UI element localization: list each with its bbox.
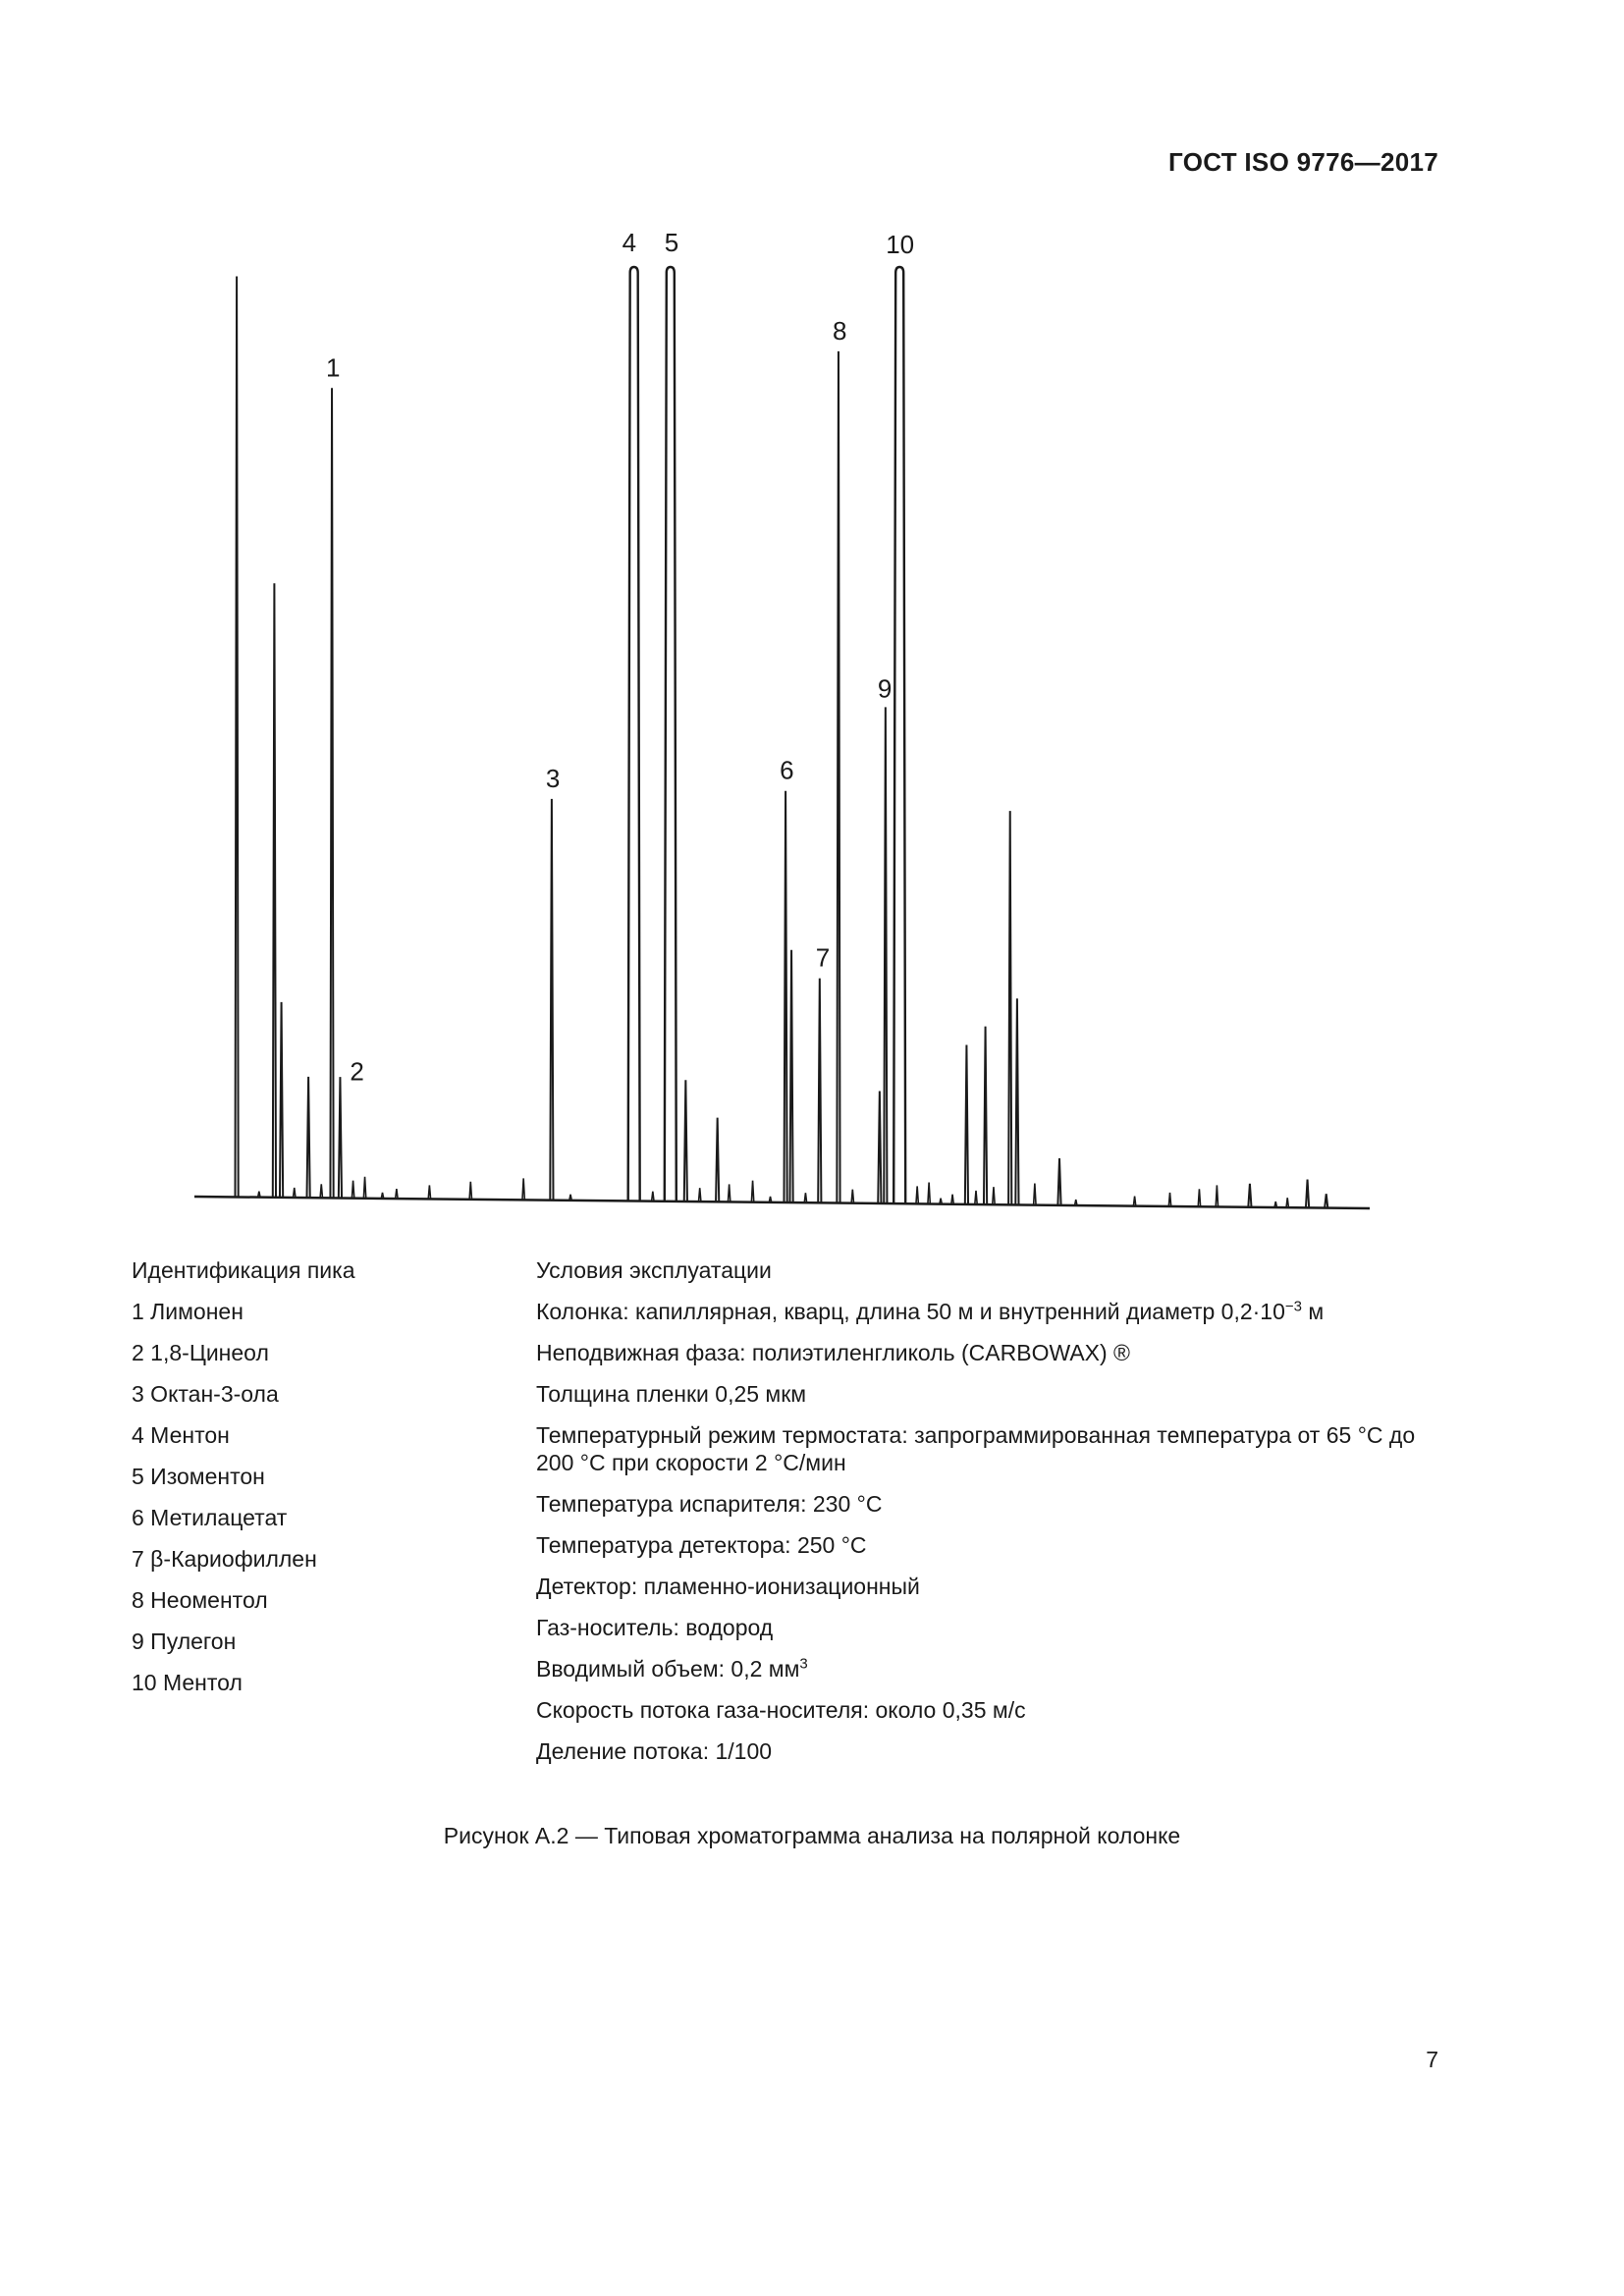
peak: [684, 1080, 687, 1201]
peak-label-6: 6: [780, 755, 794, 785]
peak: [1057, 1158, 1060, 1205]
baseline-noise-mark: [951, 1195, 953, 1204]
stationary-phase: Неподвижная фаза: полиэтиленгликоль (CARBOWAX) ®: [536, 1340, 1130, 1365]
peak-id-item: 6 Метилацетат: [132, 1505, 288, 1530]
baseline-noise-mark: [320, 1184, 322, 1198]
peak-id-item: 3 Октан-3-ола: [132, 1381, 279, 1407]
peak-5: [665, 267, 677, 1201]
baseline-noise-mark: [1286, 1198, 1288, 1207]
baseline-noise-mark: [851, 1190, 853, 1203]
carrier-gas: Газ-носитель: водород: [536, 1615, 774, 1640]
peak: [789, 950, 792, 1202]
baseline-noise-mark: [916, 1186, 918, 1203]
baseline-noise-mark: [352, 1181, 353, 1199]
split-ratio: Деление потока: 1/100: [536, 1738, 773, 1764]
detector-temperature: Температура детектора: 250 °С: [536, 1532, 867, 1558]
column-spec: [536, 1298, 1439, 1325]
peak-3: [550, 799, 553, 1201]
film-thickness: Толщина пленки 0,25 мкм: [536, 1381, 807, 1407]
chromatogram-baseline: [194, 1197, 1370, 1208]
column-spec-text: Колонка: капиллярная, кварц, длина 50 м и внутренний диаметр 0,2·10: [536, 1299, 1285, 1324]
figure-caption: Рисунок А.2 — Типовая хроматограмма анализа на полярной колонке: [443, 1823, 1181, 1848]
baseline-noise-mark: [804, 1193, 806, 1202]
peak: [307, 1077, 310, 1198]
column-spec-exponent: −3: [1284, 1298, 1302, 1315]
peak-label-10: 10: [886, 230, 915, 259]
peak-label-3: 3: [545, 763, 561, 793]
injection-volume: [536, 1655, 1439, 1682]
baseline-noise-mark: [294, 1188, 296, 1198]
peak-8: [837, 351, 839, 1203]
peak-label-2: 2: [350, 1056, 364, 1087]
baseline-noise-mark: [1133, 1197, 1135, 1206]
peak-label-8: 8: [832, 315, 847, 346]
peak-id-item: 5 Изоментон: [132, 1464, 265, 1489]
baseline-noise-mark: [1216, 1185, 1218, 1206]
peak: [716, 1118, 719, 1202]
peak-label-9: 9: [877, 673, 893, 704]
peak-id-item: 9 Пулегон: [132, 1629, 237, 1654]
standard-code-header: ГОСТ ISO 9776—2017: [1168, 147, 1438, 177]
operating-conditions: [536, 1256, 1439, 1765]
peak: [984, 1027, 987, 1204]
baseline-noise-mark: [469, 1182, 471, 1200]
baseline-noise-mark: [652, 1192, 654, 1201]
peak-6: [784, 791, 786, 1202]
column-spec-unit: м: [1301, 1299, 1325, 1324]
peaks-layer: [235, 267, 1327, 1208]
peak-4: [628, 267, 640, 1201]
peak: [1015, 998, 1018, 1204]
peak-id-item: 4 Ментон: [132, 1422, 230, 1448]
peak: [280, 1002, 283, 1198]
conditions-heading: Условия эксплуатации: [536, 1257, 772, 1283]
peak-id-item: 1 Лимонен: [132, 1299, 244, 1324]
peak-label-7: 7: [815, 942, 831, 973]
peak: [878, 1092, 881, 1203]
baseline-noise-mark: [993, 1187, 995, 1204]
peak: [1306, 1180, 1309, 1208]
baseline-noise-mark: [1198, 1189, 1200, 1206]
baseline-noise-mark: [751, 1181, 753, 1202]
peak-identification-list: [132, 1256, 505, 1696]
peak: [1325, 1194, 1327, 1207]
peak: [1008, 811, 1011, 1204]
baseline-noise-mark: [975, 1191, 977, 1204]
injection-volume-text: Вводимый объем: 0,2 мм: [536, 1656, 800, 1682]
peak-labels-layer: [326, 228, 914, 1086]
page-number: 7: [1426, 2047, 1438, 2072]
peak-1: [330, 388, 333, 1198]
peak: [273, 583, 276, 1198]
peak-7: [818, 979, 821, 1203]
peak-id-item: 7 β-Кариофиллен: [132, 1546, 317, 1572]
baseline-noise-mark: [396, 1189, 398, 1199]
baseline-noise-mark: [728, 1184, 730, 1201]
baseline-noise-mark: [1168, 1193, 1170, 1206]
baseline-noise-mark: [699, 1188, 701, 1201]
peak-label-5: 5: [664, 228, 679, 257]
baseline-noise-mark: [522, 1178, 524, 1200]
peak-2: [339, 1077, 342, 1198]
peak-id-item: 8 Неоментол: [132, 1587, 268, 1613]
peak: [1248, 1184, 1251, 1207]
peak-id-item: 10 Ментол: [132, 1670, 243, 1695]
detector-type: Детектор: пламенно-ионизационный: [536, 1574, 920, 1599]
peak-9: [884, 707, 887, 1203]
baseline-noise-mark: [928, 1183, 930, 1204]
peak-label-1: 1: [326, 352, 341, 383]
peak-10: [893, 267, 905, 1203]
baseline-noise-mark: [1034, 1184, 1036, 1205]
peak-label-4: 4: [622, 228, 637, 257]
peak: [235, 276, 238, 1197]
peak-id-item: 2 1,8-Цинеол: [132, 1340, 269, 1365]
peak-identification-heading: Идентификация пика: [132, 1257, 355, 1283]
baseline-noise-mark: [363, 1177, 365, 1199]
injector-temperature: Температура испарителя: 230 °С: [536, 1491, 883, 1517]
carrier-flow-rate: Скорость потока газа-носителя: около 0,35 м/с: [536, 1697, 1026, 1723]
oven-program: Температурный режим термостата: запрограммированная температура от 65 °С до 200 °С при скорости 2 °С/мин: [536, 1422, 1416, 1475]
baseline-noise-mark: [428, 1185, 430, 1199]
injection-volume-exponent: 3: [799, 1655, 808, 1673]
peak: [965, 1045, 968, 1204]
